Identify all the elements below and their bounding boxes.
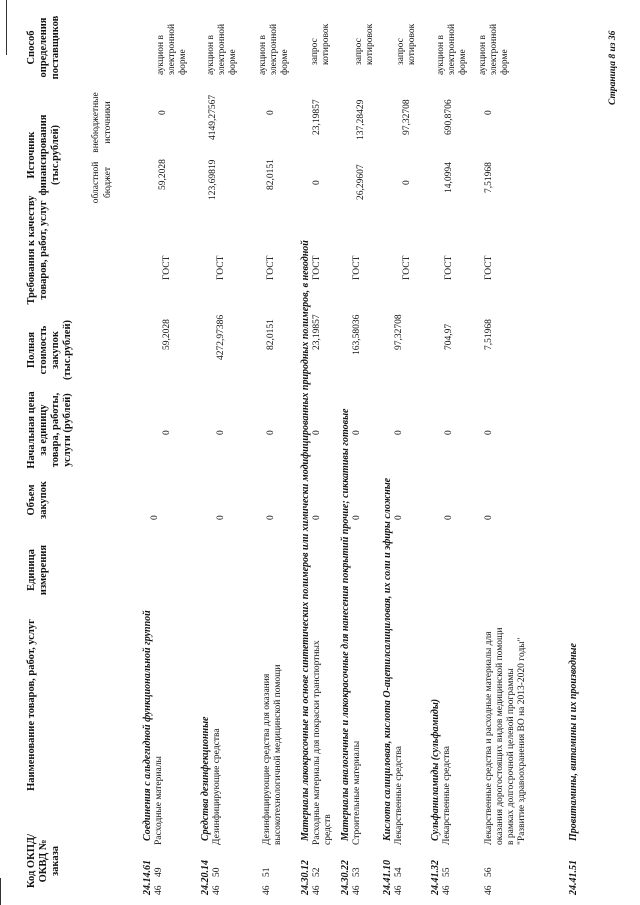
row-volume: 0 xyxy=(216,515,226,520)
section-title: Материалы аналогичные и лакокрасочные для нанесения покрытий прочие; сиккативы готовые xyxy=(340,408,351,841)
row-extra: 23,19857 xyxy=(312,99,322,135)
row-number-a: 46 xyxy=(442,885,452,895)
row-total: 163,58036 xyxy=(352,314,362,355)
section-title: Сульфаниламиды (сульфамиды) xyxy=(430,698,441,841)
header-method: Способ определения поставщиков xyxy=(26,15,61,80)
row-number-b: 53 xyxy=(352,867,362,877)
row-name: Лекарственные средства xyxy=(394,745,404,845)
header-name: Наименование товаров, работ, услуг xyxy=(26,619,37,791)
row-method: аукцион в электронной форме xyxy=(156,23,188,75)
section-code: 24.14.61 xyxy=(142,860,153,895)
row-number-a: 46 xyxy=(394,885,404,895)
row-method: аукцион в электронной форме xyxy=(258,23,290,75)
row-volume: 0 xyxy=(352,515,362,520)
row-name: Дезинфицирующие средства для оказания высокотехнологичной медицинской помощи xyxy=(262,664,283,845)
header-price: Начальная цена за единицу товара, работы, услуги (рублей) xyxy=(26,391,73,469)
section-code: 24.20.14 xyxy=(200,860,211,895)
row-budget: 7,51968 xyxy=(484,162,494,193)
row-extra: 137,28429 xyxy=(356,99,366,140)
row-volume: 0 xyxy=(484,515,494,520)
row-total: 704,97 xyxy=(444,323,454,350)
row-price: 0 xyxy=(352,430,362,435)
row-total: 4272,97386 xyxy=(216,314,226,360)
row-total: 7,51968 xyxy=(484,319,494,350)
row-number-b: 56 xyxy=(484,867,494,877)
row-price: 0 xyxy=(394,430,404,435)
row-method: аукцион в электронной форме xyxy=(478,23,510,75)
row-quality: ГОСТ xyxy=(402,255,412,280)
row-number-a: 46 xyxy=(312,885,322,895)
row-price: 0 xyxy=(216,430,226,435)
row-budget: 82,0151 xyxy=(266,159,276,190)
row-quality: ГОСТ xyxy=(312,255,322,280)
section-code: 24.30.12 xyxy=(300,860,311,895)
section-title: Кислота салициловая, кислота О-ацетилсалициловая, их соли и эфиры сложные xyxy=(382,477,393,841)
row-extra: 690,8706 xyxy=(444,99,454,135)
header-source: Источник финансирования (тыс.рублей) xyxy=(26,114,61,196)
header-volume: Объем закупок xyxy=(26,481,49,519)
header-extra: внебюджетные источники xyxy=(91,92,113,153)
row-method: запрос котировок xyxy=(396,23,417,65)
row-number-a: 46 xyxy=(352,885,362,895)
row-price: 0 xyxy=(266,430,276,435)
row-price: 0 xyxy=(484,430,494,435)
row-number-b: 54 xyxy=(394,867,404,877)
row-volume: 0 xyxy=(266,515,276,520)
row-price: 0 xyxy=(312,430,322,435)
row-quality: ГОСТ xyxy=(484,255,494,280)
row-budget: 123,69819 xyxy=(208,159,218,200)
section-code: 24.41.32 xyxy=(430,860,441,895)
section-title: Средства дезинфекционные xyxy=(200,716,211,841)
row-total: 59,2028 xyxy=(162,319,172,350)
row-volume: 0 xyxy=(150,515,160,520)
row-method: аукцион в электронной форме xyxy=(436,23,468,75)
header-code: Код ОКПД/ ОКВД № заказа xyxy=(26,833,61,889)
page-number: Страница 8 из 36 xyxy=(608,30,618,105)
row-quality: ГОСТ xyxy=(444,255,454,280)
row-method: аукцион в электронной форме xyxy=(206,23,238,75)
row-price: 0 xyxy=(162,430,172,435)
row-total: 23,19857 xyxy=(312,314,322,350)
row-quality: ГОСТ xyxy=(216,255,226,280)
row-number-a: 46 xyxy=(154,885,164,895)
row-quality: ГОСТ xyxy=(162,255,172,280)
row-volume: 0 xyxy=(312,515,322,520)
row-number-a: 46 xyxy=(212,885,222,895)
header-budget: областной бюджет xyxy=(91,161,113,204)
row-quality: ГОСТ xyxy=(266,255,276,280)
row-number-a: 46 xyxy=(484,885,494,895)
row-extra: 0 xyxy=(484,110,494,115)
row-volume: 0 xyxy=(444,515,454,520)
row-name: Расходные материалы xyxy=(154,756,164,845)
row-number-b: 55 xyxy=(442,867,452,877)
section-title: Провитамины, витамины и их производные xyxy=(568,643,579,841)
row-name: Дезинфицирующие средства xyxy=(212,728,222,845)
row-total: 82,0151 xyxy=(266,319,276,350)
row-name: Лекарственные средства и расходные материалы для оказания дорогостоящих видов медицинской помощи в рамках долгосрочной целевой программы "Развитие здравоохранения ВО на 2013-2020 годы" xyxy=(484,627,527,845)
section-title: Соединения с альдегидной функциональной группой xyxy=(142,610,153,841)
row-budget: 59,2028 xyxy=(158,159,168,190)
row-number-a: 46 xyxy=(262,885,272,895)
row-quality: ГОСТ xyxy=(352,255,362,280)
header-unit: Единица измерения xyxy=(26,544,49,596)
section-code: 24.41.10 xyxy=(382,860,393,895)
row-extra: 0 xyxy=(158,110,168,115)
row-budget: 0 xyxy=(402,180,412,185)
row-volume: 0 xyxy=(394,515,404,520)
section-code: 24.41.51 xyxy=(568,860,579,895)
row-number-b: 49 xyxy=(154,867,164,877)
row-name: Расходные материалы для покраски транспортных средств xyxy=(312,640,333,845)
header-total: Полная стоимость закупок (тыс.рублей) xyxy=(26,319,73,381)
row-budget: 14,0994 xyxy=(444,162,454,193)
row-budget: 0 xyxy=(312,180,322,185)
row-extra: 97,32708 xyxy=(402,99,412,135)
row-price: 0 xyxy=(444,430,454,435)
row-method: запрос котировок xyxy=(310,23,331,65)
row-number-b: 50 xyxy=(212,867,222,877)
header-quality: Требования к качеству товаров, работ, услуг xyxy=(26,195,49,305)
row-name: Строительные материалы xyxy=(352,740,362,845)
section-title: Материалы лакокрасочные на основе синтетических полимеров или химически модифицированных природных полимеров, в неводной xyxy=(300,240,311,841)
row-total: 97,32708 xyxy=(394,314,404,350)
row-number-b: 51 xyxy=(262,867,272,877)
row-name: Лекарственные средства xyxy=(442,745,452,845)
row-budget: 26,29607 xyxy=(356,164,366,200)
section-code: 24.30.22 xyxy=(340,860,351,895)
row-extra: 4149,27567 xyxy=(208,94,218,140)
row-number-b: 52 xyxy=(312,867,322,877)
row-method: запрос котировок xyxy=(354,23,375,65)
row-extra: 0 xyxy=(266,110,276,115)
